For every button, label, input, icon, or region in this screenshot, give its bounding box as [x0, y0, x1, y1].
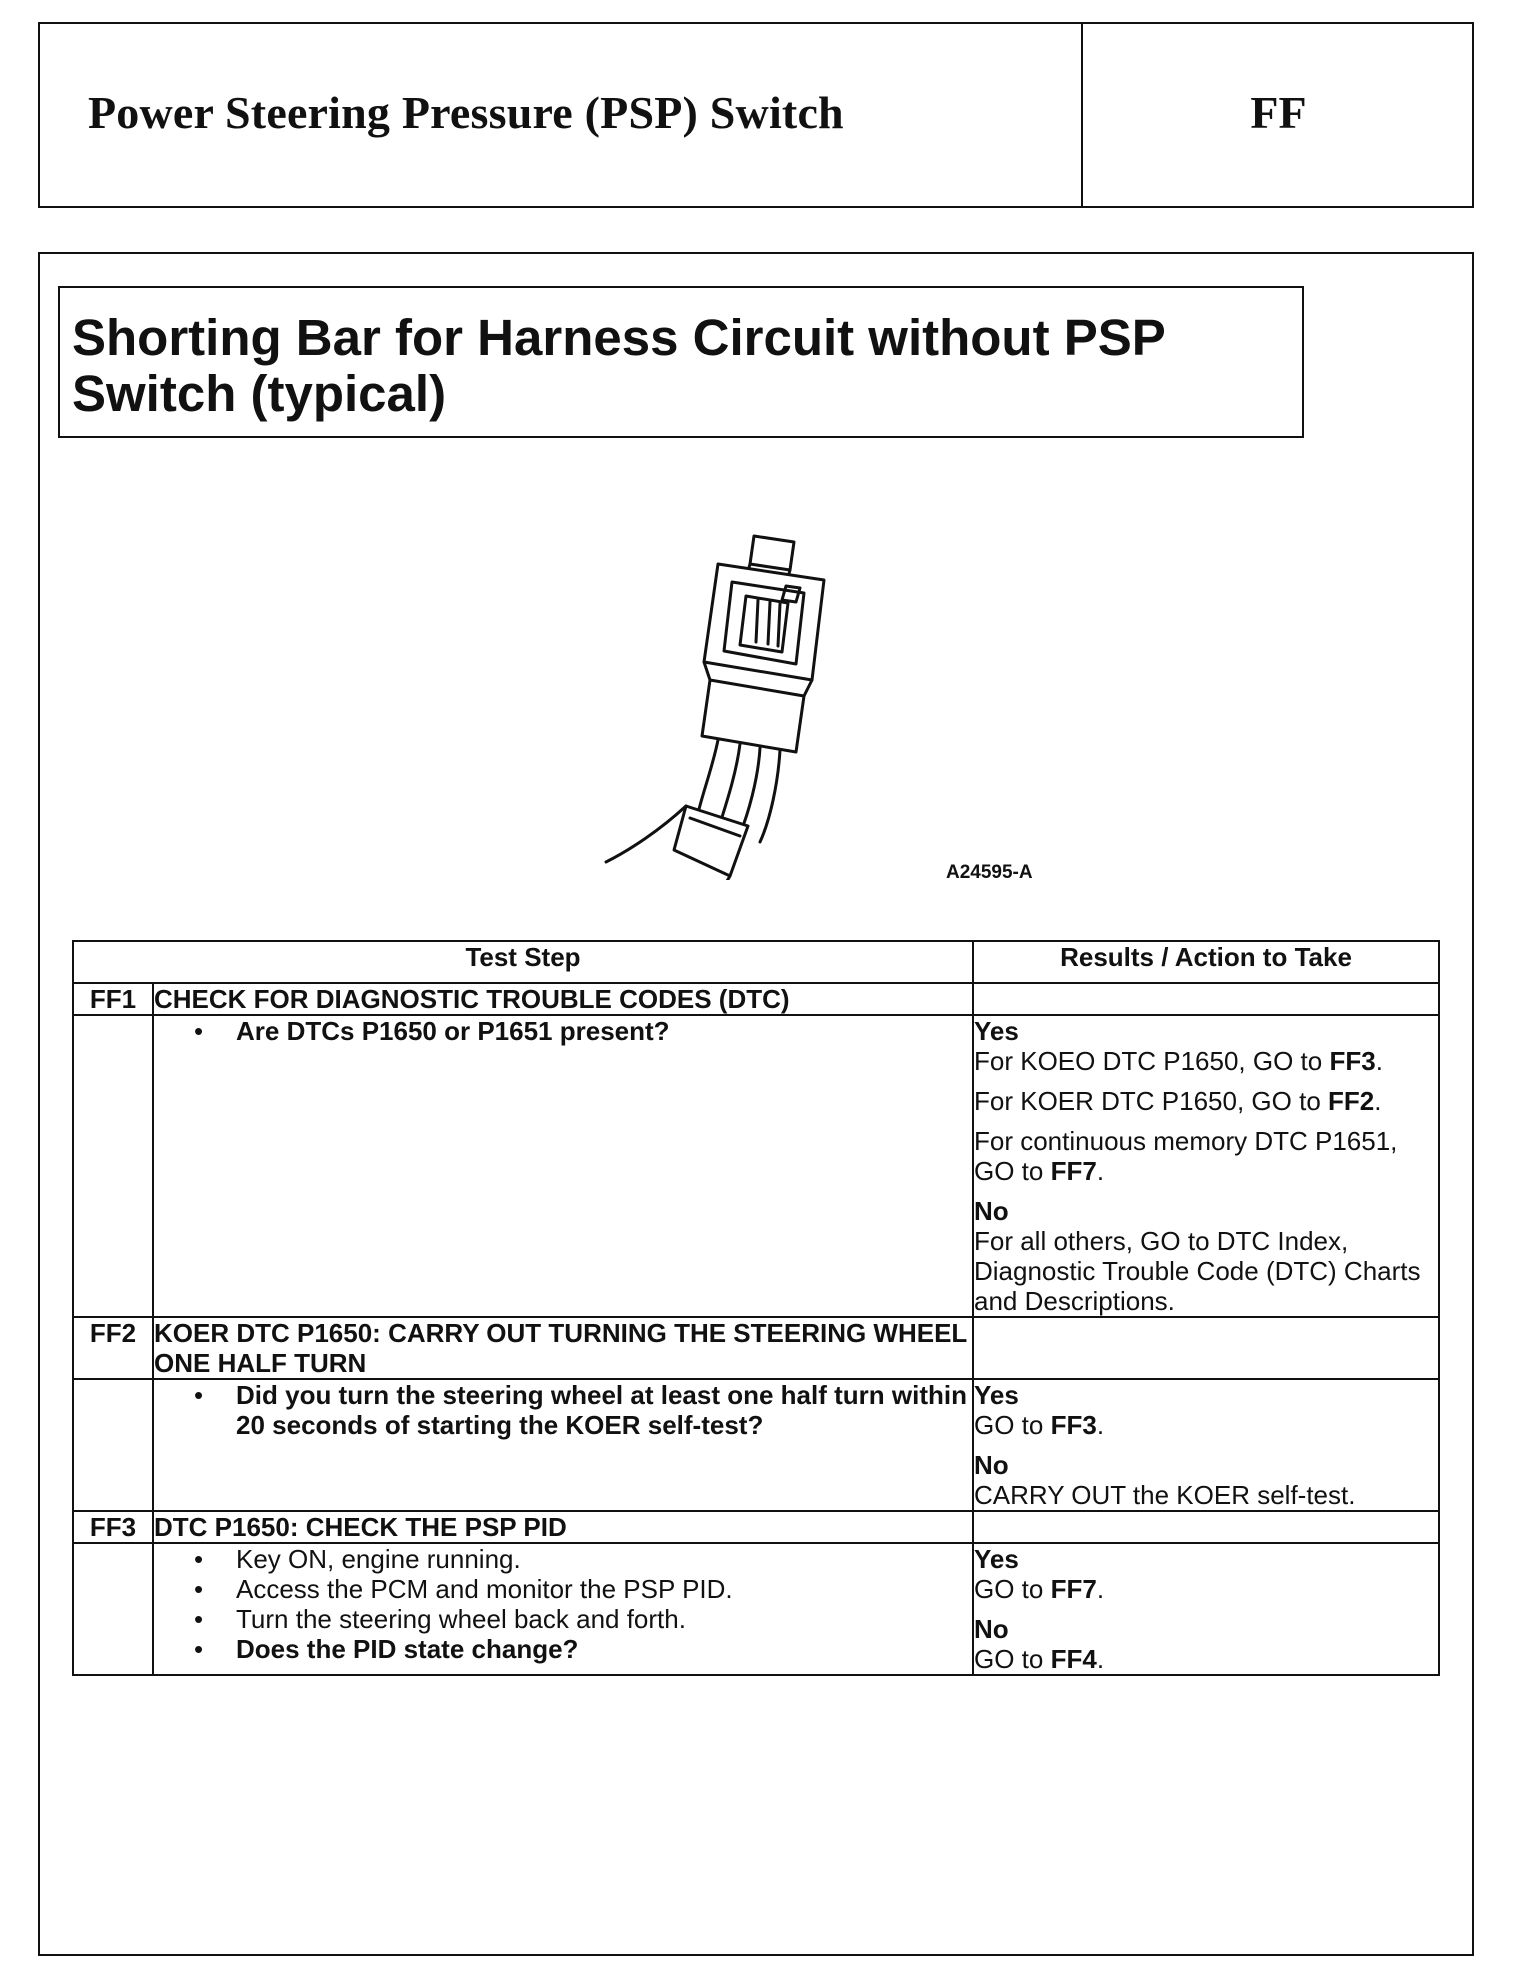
- page-header: [38, 22, 1474, 208]
- step-bullets: [154, 1016, 972, 1046]
- step-bullets: [154, 1380, 972, 1440]
- list-item: • Turn the steering wheel back and forth.: [194, 1604, 972, 1634]
- result-line: For KOEO DTC P1650, GO to FF3.: [974, 1046, 1383, 1076]
- result-yes: [974, 1016, 1438, 1076]
- result-line: GO to FF4.: [974, 1644, 1105, 1674]
- no-label: No: [974, 1614, 1009, 1644]
- header-results: Results / Action to Take: [973, 941, 1439, 983]
- section-title: Shorting Bar for Harness Circuit without PSP Switch (typical): [72, 309, 1165, 422]
- step-title: DTC P1650: CHECK THE PSP PID: [153, 1511, 973, 1543]
- test-step-table: [72, 940, 1440, 1676]
- connector-shorting-bar-icon: [600, 530, 860, 880]
- list-item: • Access the PCM and monitor the PSP PID.: [194, 1574, 972, 1604]
- result-line: GO to FF7.: [974, 1574, 1105, 1604]
- result-line: For KOER DTC P1650, GO to FF2.: [974, 1086, 1382, 1116]
- list-item: • Did you turn the steering wheel at least one half turn within 20 seconds of starting the KOER self-test?: [194, 1380, 972, 1440]
- results-cell-empty: [973, 1511, 1439, 1543]
- result-no: [974, 1614, 1438, 1674]
- step-id: FF2: [73, 1317, 153, 1379]
- results-cell-empty: [973, 1317, 1439, 1379]
- step-ref: FF3: [1050, 1410, 1097, 1440]
- step-ref: FF4: [1050, 1644, 1097, 1674]
- figure-code: A24595-A: [946, 862, 1033, 883]
- results-cell: [973, 1379, 1439, 1511]
- results-cell-empty: [973, 983, 1439, 1015]
- list-item: • Are DTCs P1650 or P1651 present?: [194, 1016, 972, 1046]
- result-text: CARRY OUT the KOER self-test.: [974, 1480, 1356, 1510]
- table-row: [73, 983, 1439, 1015]
- step-id: FF1: [73, 983, 153, 1015]
- step-id: FF3: [73, 1511, 153, 1543]
- results-cell: [973, 1015, 1439, 1317]
- table-header-row: [73, 941, 1439, 983]
- yes-label: Yes: [974, 1544, 1019, 1574]
- step-body: [153, 1015, 973, 1317]
- table-row: [73, 1511, 1439, 1543]
- yes-label: Yes: [974, 1016, 1019, 1046]
- result-yes: [974, 1380, 1438, 1440]
- results-cell: [973, 1543, 1439, 1675]
- step-body: [153, 1379, 973, 1511]
- result-text: For all others, GO to DTC Index, Diagnostic Trouble Code (DTC) Charts and Descriptions.: [974, 1226, 1421, 1316]
- step-body: [153, 1543, 973, 1675]
- step-ref: FF3: [1329, 1046, 1376, 1076]
- list-item: • Does the PID state change?: [194, 1634, 972, 1664]
- no-label: No: [974, 1196, 1009, 1226]
- table-row: [73, 1317, 1439, 1379]
- section-title-box: [58, 286, 1304, 438]
- step-ref: FF7: [1050, 1156, 1097, 1186]
- step-ref: FF7: [1050, 1574, 1097, 1604]
- yes-label: Yes: [974, 1380, 1019, 1410]
- table-row: [73, 1379, 1439, 1511]
- result-line: For continuous memory DTC P1651, GO to FF7.: [974, 1126, 1398, 1186]
- no-label: No: [974, 1450, 1009, 1480]
- result-yes: [974, 1544, 1438, 1604]
- table-row: [73, 1015, 1439, 1317]
- result-line: GO to FF3.: [974, 1410, 1105, 1440]
- header-test-step: Test Step: [73, 941, 973, 983]
- list-item: • Key ON, engine running.: [194, 1544, 972, 1574]
- result-no: [974, 1196, 1438, 1316]
- table-row: [73, 1543, 1439, 1675]
- result-no: [974, 1450, 1438, 1510]
- page-title: Power Steering Pressure (PSP) Switch: [88, 87, 844, 138]
- step-bullets: [154, 1544, 972, 1664]
- step-title: KOER DTC P1650: CARRY OUT TURNING THE STEERING WHEEL ONE HALF TURN: [153, 1317, 973, 1379]
- step-title: CHECK FOR DIAGNOSTIC TROUBLE CODES (DTC): [153, 983, 973, 1015]
- step-ref: FF2: [1328, 1086, 1375, 1116]
- section-code: FF: [1250, 87, 1307, 138]
